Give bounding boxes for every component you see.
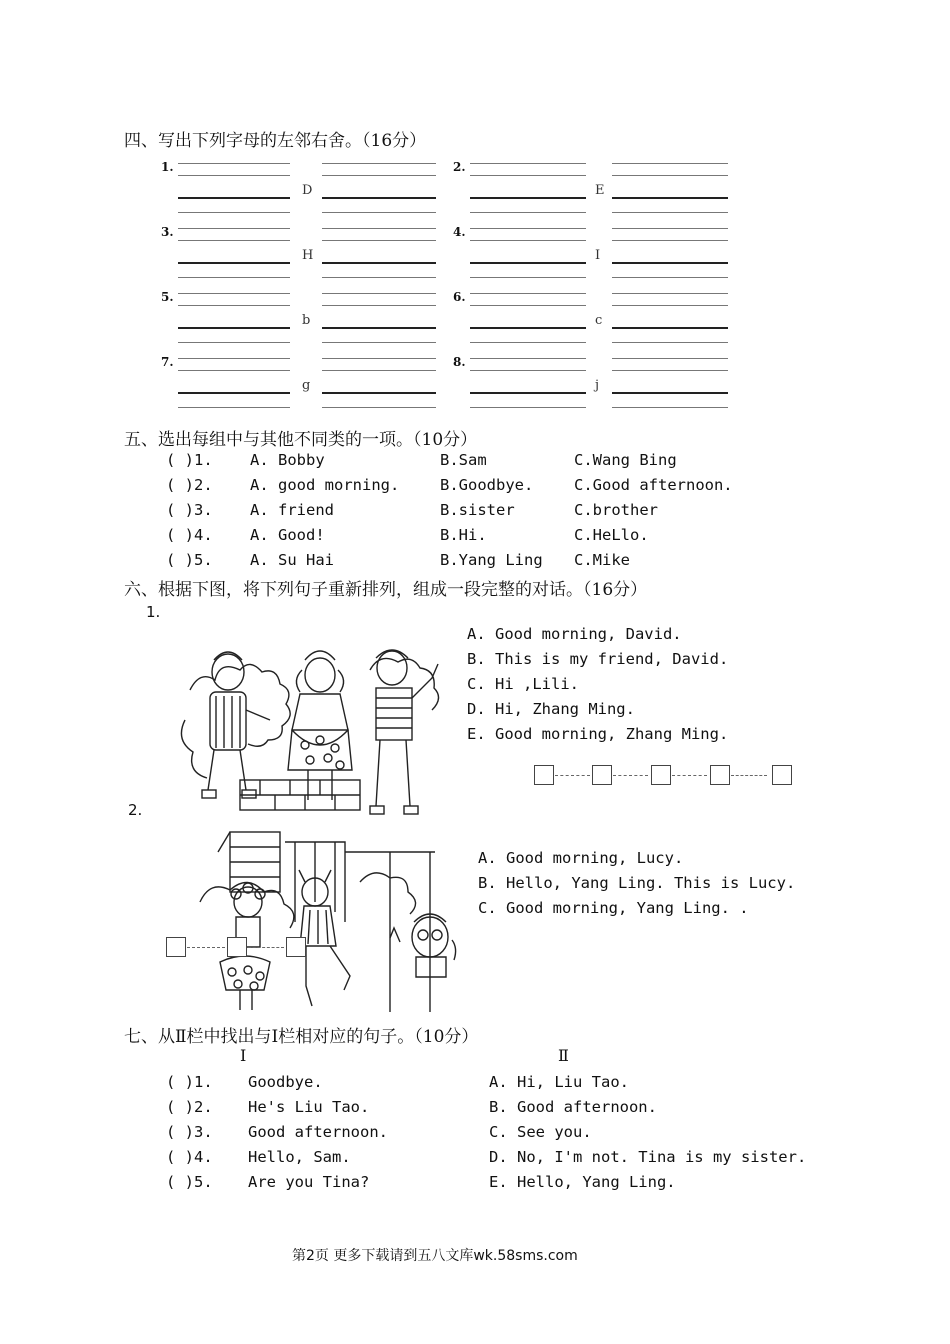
guide-line (178, 407, 290, 408)
option-a: A. Good! (250, 526, 325, 544)
answer-box[interactable] (651, 765, 671, 785)
guide-line (322, 163, 436, 164)
guide-line (322, 240, 436, 241)
p1-option: C. Hi ,Lili. (467, 675, 579, 693)
item-number: 3. (161, 225, 174, 239)
option-b: B.Sam (440, 451, 487, 469)
option-b: B.Goodbye. (440, 476, 534, 494)
guide-line (612, 370, 728, 371)
p1-option: A. Good morning, David. (467, 625, 682, 643)
connector (731, 775, 767, 777)
guide-line (178, 370, 290, 371)
guide-line (322, 277, 436, 278)
connector (555, 775, 590, 777)
item-number: 8. (453, 355, 466, 369)
center-letter: j (595, 378, 600, 393)
item-number: 2. (453, 160, 466, 174)
guide-line (178, 163, 290, 164)
answer-box[interactable] (534, 765, 554, 785)
guide-line (322, 392, 436, 394)
center-letter: c (595, 313, 603, 328)
answer-bracket[interactable]: ( )3. (166, 1123, 213, 1141)
guide-line (178, 212, 290, 213)
guide-line (612, 240, 728, 241)
item-number: 6. (453, 290, 466, 304)
guide-line (322, 212, 436, 213)
item-number: 7. (161, 355, 174, 369)
guide-line (470, 262, 586, 264)
left-sentence: He's Liu Tao. (248, 1098, 370, 1116)
center-letter: I (595, 248, 601, 263)
answer-box[interactable] (592, 765, 612, 785)
part1-number: 1. (146, 603, 161, 621)
guide-line (470, 407, 586, 408)
option-c: C.HeLlo. (574, 526, 649, 544)
guide-line (470, 212, 586, 213)
column-ii-header: Ⅱ (558, 1046, 569, 1065)
guide-line (612, 407, 728, 408)
part2-number: 2. (128, 801, 143, 819)
option-a: A. Bobby (250, 451, 325, 469)
answer-bracket[interactable]: ( )1. (166, 1073, 213, 1091)
guide-line (612, 293, 728, 294)
center-letter: D (302, 183, 313, 198)
guide-line (612, 262, 728, 264)
p1-option: E. Good morning, Zhang Ming. (467, 725, 729, 743)
right-sentence: A. Hi, Liu Tao. (489, 1073, 629, 1091)
answer-bracket[interactable]: ( )5. (166, 551, 213, 569)
p2-option: C. Good morning, Yang Ling. . (478, 899, 749, 917)
guide-line (612, 212, 728, 213)
guide-line (178, 262, 290, 264)
answer-bracket[interactable]: ( )1. (166, 451, 213, 469)
guide-line (178, 293, 290, 294)
playground-illustration (190, 822, 462, 1017)
guide-line (322, 305, 436, 306)
answer-box[interactable] (166, 937, 186, 957)
right-sentence: E. Hello, Yang Ling. (489, 1173, 676, 1191)
guide-line (470, 175, 586, 176)
guide-line (178, 240, 290, 241)
guide-line (322, 293, 436, 294)
children-greeting-illustration (180, 630, 455, 820)
guide-line (178, 175, 290, 176)
guide-line (612, 163, 728, 164)
column-i-header: Ⅰ (240, 1046, 247, 1065)
guide-line (322, 342, 436, 343)
guide-line (612, 197, 728, 199)
option-c: C.Wang Bing (574, 451, 677, 469)
p1-option: B. This is my friend, David. (467, 650, 729, 668)
connector (613, 775, 648, 777)
answer-bracket[interactable]: ( )2. (166, 1098, 213, 1116)
answer-box[interactable] (227, 937, 247, 957)
center-letter: E (595, 183, 605, 198)
p1-option: D. Hi, Zhang Ming. (467, 700, 635, 718)
page-footer: 第2页 更多下载请到五八文库wk.58sms.com (292, 1248, 578, 1264)
section6-title: 六、根据下图，将下列句子重新排列，组成一段完整的对话。（16分） (124, 580, 648, 600)
guide-line (178, 228, 290, 229)
guide-line (322, 327, 436, 329)
item-number: 1. (161, 160, 174, 174)
left-sentence: Are you Tina? (248, 1173, 370, 1191)
guide-line (322, 228, 436, 229)
right-sentence: C. See you. (489, 1123, 592, 1141)
guide-line (470, 293, 586, 294)
option-b: B.sister (440, 501, 515, 519)
guide-line (470, 342, 586, 343)
guide-line (322, 370, 436, 371)
guide-line (470, 358, 586, 359)
guide-line (322, 175, 436, 176)
center-letter: H (302, 248, 314, 263)
guide-line (470, 228, 586, 229)
guide-line (470, 305, 586, 306)
option-a: A. good morning. (250, 476, 400, 494)
guide-line (470, 327, 586, 329)
guide-line (470, 277, 586, 278)
guide-line (470, 197, 586, 199)
answer-box[interactable] (286, 937, 306, 957)
guide-line (612, 305, 728, 306)
option-c: C.Good afternoon. (574, 476, 733, 494)
guide-line (178, 197, 290, 199)
connector (672, 775, 707, 777)
guide-line (470, 370, 586, 371)
guide-line (470, 240, 586, 241)
guide-line (178, 358, 290, 359)
guide-line (178, 327, 290, 329)
guide-line (178, 342, 290, 343)
guide-line (470, 163, 586, 164)
guide-line (322, 262, 436, 264)
answer-bracket[interactable]: ( )4. (166, 1148, 213, 1166)
option-a: A. Su Hai (250, 551, 334, 569)
connector (248, 947, 284, 949)
guide-line (178, 392, 290, 394)
guide-line (612, 358, 728, 359)
left-sentence: Hello, Sam. (248, 1148, 351, 1166)
answer-bracket[interactable]: ( )5. (166, 1173, 213, 1191)
guide-line (612, 277, 728, 278)
guide-line (612, 342, 728, 343)
guide-line (178, 277, 290, 278)
p2-option: B. Hello, Yang Ling. This is Lucy. (478, 874, 796, 892)
guide-line (612, 175, 728, 176)
guide-line (612, 228, 728, 229)
item-number: 4. (453, 225, 466, 239)
left-sentence: Goodbye. (248, 1073, 323, 1091)
right-sentence: D. No, I'm not. Tina is my sister. (489, 1148, 807, 1166)
left-sentence: Good afternoon. (248, 1123, 388, 1141)
option-b: B.Hi. (440, 526, 487, 544)
guide-line (178, 305, 290, 306)
guide-line (612, 392, 728, 394)
guide-line (322, 358, 436, 359)
option-a: A. friend (250, 501, 334, 519)
right-sentence: B. Good afternoon. (489, 1098, 657, 1116)
guide-line (322, 407, 436, 408)
guide-line (612, 327, 728, 329)
item-number: 5. (161, 290, 174, 304)
guide-line (322, 197, 436, 199)
center-letter: b (302, 313, 311, 328)
answer-bracket[interactable]: ( )2. (166, 476, 213, 494)
option-b: B.Yang Ling (440, 551, 543, 569)
answer-bracket[interactable]: ( )3. (166, 501, 213, 519)
answer-box[interactable] (710, 765, 730, 785)
option-c: C.Mike (574, 551, 630, 569)
section4-title: 四、写出下列字母的左邻右舍。（16分） (124, 131, 427, 151)
answer-box[interactable] (772, 765, 792, 785)
section7-title: 七、从Ⅱ栏中找出与Ⅰ栏相对应的句子。（10分） (124, 1027, 479, 1047)
guide-line (470, 392, 586, 394)
answer-bracket[interactable]: ( )4. (166, 526, 213, 544)
p2-option: A. Good morning, Lucy. (478, 849, 684, 867)
option-c: C.brother (574, 501, 658, 519)
connector (187, 947, 225, 949)
center-letter: g (302, 378, 311, 393)
section5-title: 五、选出每组中与其他不同类的一项。（10分） (124, 430, 478, 450)
